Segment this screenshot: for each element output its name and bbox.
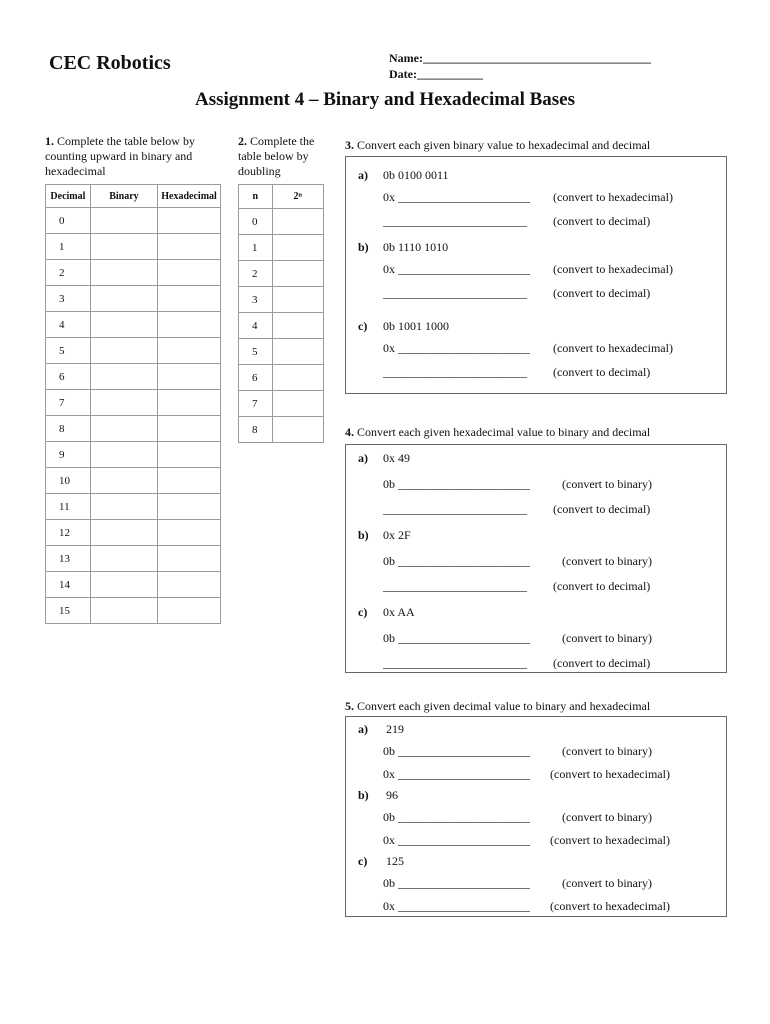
table-row	[46, 442, 221, 468]
table-row	[239, 209, 324, 235]
q3-item-label: b)	[358, 240, 369, 254]
q3-hint-2: (convert to decimal)	[553, 214, 651, 228]
q3-item-label: c)	[358, 319, 368, 333]
q2-n-cell: 2	[239, 261, 273, 287]
q2-n-cell: 3	[239, 287, 273, 313]
q1-decimal-cell: 11	[46, 494, 91, 520]
table-row	[239, 235, 324, 261]
q1-header-decimal: Decimal	[46, 185, 91, 208]
q5-hint-1: (convert to binary)	[562, 744, 652, 758]
q1-decimal-cell: 15	[46, 598, 91, 624]
q1-hex-cell[interactable]	[158, 494, 221, 520]
q1-decimal-cell: 8	[46, 416, 91, 442]
q4-answer-line-2[interactable]: ________________________	[383, 579, 527, 593]
q3-item-value: 0b 1001 1000	[383, 319, 449, 333]
q1-binary-cell[interactable]	[90, 546, 157, 572]
q2-power-cell[interactable]	[272, 261, 324, 287]
q5-number: 5.	[345, 699, 354, 713]
q1-hex-cell[interactable]	[158, 312, 221, 338]
table-row	[46, 546, 221, 572]
q1-hex-cell[interactable]	[158, 364, 221, 390]
q1-decimal-cell: 12	[46, 520, 91, 546]
q3-hint-1: (convert to hexadecimal)	[553, 341, 673, 355]
q1-hex-cell[interactable]	[158, 442, 221, 468]
q1-header-binary: Binary	[90, 185, 157, 208]
q5-answer-line-1[interactable]: 0b ______________________	[383, 810, 530, 824]
q2-n-cell: 4	[239, 313, 273, 339]
q4-number: 4.	[345, 425, 354, 439]
q5-item-label: b)	[358, 788, 369, 802]
table-row	[46, 468, 221, 494]
q3-answer-line-2[interactable]: ________________________	[383, 365, 527, 379]
q2-number: 2.	[238, 134, 247, 148]
q5-item-value: 125	[386, 854, 404, 868]
q5-item-label: a)	[358, 722, 368, 736]
q4-hint-2: (convert to decimal)	[553, 502, 651, 516]
q5-answer-line-2[interactable]: 0x ______________________	[383, 767, 530, 781]
q1-hex-cell[interactable]	[158, 416, 221, 442]
table-row	[46, 208, 221, 234]
table-row	[239, 391, 324, 417]
q4-hint-2: (convert to decimal)	[553, 579, 651, 593]
q1-decimal-cell: 2	[46, 260, 91, 286]
q4-item-label: c)	[358, 605, 368, 619]
q4-answer-line-2[interactable]: ________________________	[383, 656, 527, 670]
q1-binary-cell[interactable]	[90, 598, 157, 624]
q1-hex-cell[interactable]	[158, 468, 221, 494]
q1-binary-cell[interactable]	[90, 468, 157, 494]
q3-item-value: 0b 1110 1010	[383, 240, 449, 254]
table-row	[46, 598, 221, 624]
table-row	[239, 339, 324, 365]
q2-power-cell[interactable]	[272, 235, 324, 261]
q1-decimal-cell: 1	[46, 234, 91, 260]
q2-table	[238, 184, 324, 443]
q3-answer-line-2[interactable]: ________________________	[383, 214, 527, 228]
q3-hint-1: (convert to hexadecimal)	[553, 190, 673, 204]
q3-prompt	[345, 138, 650, 153]
q1-table	[45, 184, 221, 624]
q5-answer-line-1[interactable]: 0b ______________________	[383, 744, 530, 758]
q5-answer-line-1[interactable]: 0b ______________________	[383, 876, 530, 890]
q1-hex-cell[interactable]	[158, 598, 221, 624]
q4-hint-1: (convert to binary)	[562, 631, 652, 645]
q4-prompt	[345, 425, 650, 440]
table-row	[46, 390, 221, 416]
table-row	[239, 365, 324, 391]
q2-n-cell: 1	[239, 235, 273, 261]
q1-decimal-cell: 5	[46, 338, 91, 364]
q1-header-hex: Hexadecimal	[158, 185, 221, 208]
q4-box	[345, 444, 727, 673]
q2-n-cell: 0	[239, 209, 273, 235]
q3-text: Convert each given binary value to hexadecimal and decimal	[357, 138, 651, 152]
table-row	[46, 364, 221, 390]
q1-decimal-cell: 3	[46, 286, 91, 312]
table-row	[239, 287, 324, 313]
q4-item-label: a)	[358, 451, 368, 465]
q4-hint-1: (convert to binary)	[562, 554, 652, 568]
table-row	[239, 261, 324, 287]
q5-box	[345, 716, 727, 917]
q1-hex-cell[interactable]	[158, 260, 221, 286]
q1-decimal-cell: 7	[46, 390, 91, 416]
q1-decimal-cell: 13	[46, 546, 91, 572]
org-name: CEC Robotics	[49, 52, 171, 74]
q5-item-label: c)	[358, 854, 368, 868]
q5-text: Convert each given decimal value to binary and hexadecimal	[357, 699, 651, 713]
q1-binary-cell[interactable]	[90, 494, 157, 520]
q3-answer-line-2[interactable]: ________________________	[383, 286, 527, 300]
q1-decimal-cell: 9	[46, 442, 91, 468]
q1-binary-cell[interactable]	[90, 364, 157, 390]
q3-item-value: 0b 0100 0011	[383, 168, 449, 182]
q2-power-cell[interactable]	[272, 417, 324, 443]
q1-hex-cell[interactable]	[158, 286, 221, 312]
q2-n-cell: 8	[239, 417, 273, 443]
q5-answer-line-2[interactable]: 0x ______________________	[383, 899, 530, 913]
q2-header-power: 2ⁿ	[272, 185, 324, 209]
q1-hex-cell[interactable]	[158, 572, 221, 598]
q4-answer-line-2[interactable]: ________________________	[383, 502, 527, 516]
q3-answer-line-1[interactable]: 0x ______________________	[383, 262, 530, 276]
q2-power-cell[interactable]	[272, 287, 324, 313]
q4-text: Convert each given hexadecimal value to binary and decimal	[357, 425, 651, 439]
q4-answer-line-1[interactable]: 0b ______________________	[383, 477, 530, 491]
q4-answer-line-1[interactable]: 0b ______________________	[383, 554, 530, 568]
q1-binary-cell[interactable]	[90, 286, 157, 312]
q3-item-label: a)	[358, 168, 368, 182]
q4-item-label: b)	[358, 528, 369, 542]
q1-binary-cell[interactable]	[90, 442, 157, 468]
date-field[interactable]: Date:___________	[389, 67, 483, 81]
q2-power-cell[interactable]	[272, 209, 324, 235]
q3-answer-line-1[interactable]: 0x ______________________	[383, 190, 530, 204]
q1-binary-cell[interactable]	[90, 338, 157, 364]
q1-binary-cell[interactable]	[90, 572, 157, 598]
table-row	[46, 416, 221, 442]
table-row	[46, 286, 221, 312]
table-row	[46, 572, 221, 598]
page-title: Assignment 4 – Binary and Hexadecimal Bases	[194, 89, 576, 110]
table-row	[46, 520, 221, 546]
q4-hint-2: (convert to decimal)	[553, 656, 651, 670]
q1-binary-cell[interactable]	[90, 416, 157, 442]
q1-binary-cell[interactable]	[90, 312, 157, 338]
q1-decimal-cell: 10	[46, 468, 91, 494]
q2-power-cell[interactable]	[272, 313, 324, 339]
q4-item-value: 0x 49	[383, 451, 410, 465]
q1-hex-cell[interactable]	[158, 390, 221, 416]
q1-binary-cell[interactable]	[90, 390, 157, 416]
q3-number: 3.	[345, 138, 354, 152]
q1-binary-cell[interactable]	[90, 234, 157, 260]
q3-hint-1: (convert to hexadecimal)	[553, 262, 673, 276]
q1-hex-cell[interactable]	[158, 520, 221, 546]
q1-binary-cell[interactable]	[90, 208, 157, 234]
q1-hex-cell[interactable]	[158, 338, 221, 364]
q5-hint-2: (convert to hexadecimal)	[550, 899, 670, 913]
q4-hint-1: (convert to binary)	[562, 477, 652, 491]
name-field[interactable]: Name:______________________________________	[389, 51, 651, 65]
q1-decimal-cell: 4	[46, 312, 91, 338]
q5-hint-1: (convert to binary)	[562, 876, 652, 890]
q1-binary-cell[interactable]	[90, 520, 157, 546]
q2-prompt	[238, 134, 324, 179]
q1-number: 1.	[45, 134, 54, 148]
q1-binary-cell[interactable]	[90, 260, 157, 286]
q4-item-value: 0x 2F	[383, 528, 411, 542]
table-row	[46, 312, 221, 338]
q2-text: Complete the table below by doubling	[238, 134, 315, 178]
q1-decimal-cell: 0	[46, 208, 91, 234]
q5-item-value: 219	[386, 722, 404, 736]
q5-hint-2: (convert to hexadecimal)	[550, 833, 670, 847]
q2-n-cell: 7	[239, 391, 273, 417]
q5-hint-1: (convert to binary)	[562, 810, 652, 824]
q3-answer-line-1[interactable]: 0x ______________________	[383, 341, 530, 355]
q5-prompt	[345, 699, 650, 714]
q2-n-cell: 6	[239, 365, 273, 391]
q2-power-cell[interactable]	[272, 365, 324, 391]
table-row	[46, 494, 221, 520]
q4-answer-line-1[interactable]: 0b ______________________	[383, 631, 530, 645]
q1-prompt	[45, 134, 225, 179]
q3-box	[345, 156, 727, 394]
q1-hex-cell[interactable]	[158, 208, 221, 234]
q3-hint-2: (convert to decimal)	[553, 365, 651, 379]
table-row	[46, 260, 221, 286]
q5-item-value: 96	[386, 788, 398, 802]
q2-header-n: n	[239, 185, 273, 209]
table-row	[239, 313, 324, 339]
q1-hex-cell[interactable]	[158, 546, 221, 572]
q2-n-cell: 5	[239, 339, 273, 365]
name-date-block	[389, 50, 651, 82]
table-row	[46, 234, 221, 260]
q3-hint-2: (convert to decimal)	[553, 286, 651, 300]
table-row	[46, 338, 221, 364]
q2-power-cell[interactable]	[272, 339, 324, 365]
q4-item-value: 0x AA	[383, 605, 415, 619]
q2-power-cell[interactable]	[272, 391, 324, 417]
q5-answer-line-2[interactable]: 0x ______________________	[383, 833, 530, 847]
q1-text: Complete the table below by counting upward in binary and hexadecimal	[45, 134, 195, 178]
table-row	[239, 417, 324, 443]
q1-decimal-cell: 14	[46, 572, 91, 598]
q5-hint-2: (convert to hexadecimal)	[550, 767, 670, 781]
q1-decimal-cell: 6	[46, 364, 91, 390]
q1-hex-cell[interactable]	[158, 234, 221, 260]
